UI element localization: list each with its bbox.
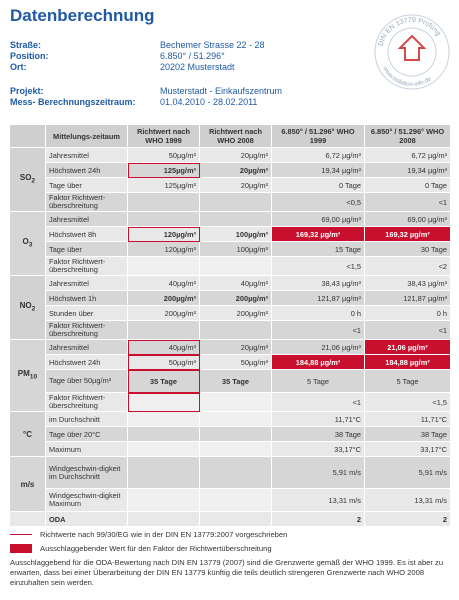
- oda-label: ODA: [46, 512, 128, 527]
- cell-value-who2008: 38 Tage: [365, 427, 451, 442]
- cell-who1999: 35 Tage: [128, 370, 200, 393]
- table-row: [10, 457, 451, 489]
- cell-who2008: [200, 442, 272, 457]
- cell-value-who1999: 21,06 µg/m³: [272, 340, 365, 355]
- row-label: Tage über: [46, 178, 128, 193]
- din-seal-icon: [372, 12, 452, 92]
- cell-who2008: 40µg/m³: [200, 276, 272, 291]
- table-row: [10, 306, 451, 321]
- table-row: [10, 340, 451, 355]
- cell-value-who1999: 0 Tage: [272, 178, 365, 193]
- cell-who2008: 20µg/m³: [200, 340, 272, 355]
- cell-who1999: 40µg/m³: [128, 340, 200, 355]
- group-pm10: $PM_{10}$: [10, 340, 46, 412]
- table-row: [10, 276, 451, 291]
- table-row: [10, 355, 451, 370]
- table-row: [10, 321, 451, 340]
- cell-who1999: 50µg/m³: [128, 355, 200, 370]
- meta-value-position: 6.850° / 51.296°: [160, 51, 225, 61]
- cell-value-who2008: 5 Tage: [365, 370, 451, 393]
- table-row: [10, 257, 451, 276]
- cell-who1999: 50µg/m³: [128, 148, 200, 163]
- row-label: Stunden über: [46, 306, 128, 321]
- svg-text:www.ostlation-info.de: [381, 65, 433, 88]
- cell-value-who1999: <1,5: [272, 257, 365, 276]
- table-header-row: [10, 125, 451, 148]
- table-row: [10, 148, 451, 163]
- cell-value-who1999: 15 Tage: [272, 242, 365, 257]
- cell-who2008: [200, 212, 272, 227]
- cell-value-who2008: 6,72 µg/m³: [365, 148, 451, 163]
- cell-value-who2008: 0 Tage: [365, 178, 451, 193]
- cell-value-who1999: 6,72 µg/m³: [272, 148, 365, 163]
- table-row: [10, 212, 451, 227]
- group-o3: $O_3$: [10, 212, 46, 276]
- cell-who2008: 20µg/m³: [200, 178, 272, 193]
- cell-who1999: [128, 393, 200, 412]
- cell-who1999: 40µg/m³: [128, 276, 200, 291]
- seal-url-text: www.ostlation-info.de: [381, 65, 433, 89]
- row-label: Höchstwert 24h: [46, 355, 128, 370]
- seal-top-text: DIN EN 13779 Prüfung: [377, 16, 442, 47]
- row-label: Jahresmittel: [46, 148, 128, 163]
- meta-label-city: Ort:: [10, 62, 27, 72]
- table-row: [10, 242, 451, 257]
- cell-value-who1999: 169,32 µg/m³: [272, 227, 365, 242]
- table-row: [10, 163, 451, 178]
- cell-value-who1999: 33,17°C: [272, 442, 365, 457]
- cell-value-who2008: <1: [365, 321, 451, 340]
- cell-value-who1999: 184,88 µg/m³: [272, 355, 365, 370]
- cell-value-who1999: 69,00 µg/m³: [272, 212, 365, 227]
- cell-value-who1999: 11,71°C: [272, 412, 365, 427]
- cell-who2008: [200, 412, 272, 427]
- group-no2: $NO_2$: [10, 276, 46, 340]
- oda-value-who1999: 2: [272, 512, 365, 527]
- row-label: Tage über 50µg/m³: [46, 370, 128, 393]
- cell-who1999: 120µg/m³: [128, 242, 200, 257]
- cell-who1999: [128, 489, 200, 512]
- table-row: [10, 489, 451, 512]
- oda-row: [10, 512, 451, 527]
- row-label: Jahresmittel: [46, 340, 128, 355]
- cell-value-who2008: 11,71°C: [365, 412, 451, 427]
- row-label: Jahresmittel: [46, 276, 128, 291]
- cell-who2008: 100µg/m³: [200, 227, 272, 242]
- meta-label-project: Projekt:: [10, 86, 44, 96]
- header-who1999: Richtwert nach WHO 1999: [128, 125, 200, 148]
- meta-label-position: Position:: [10, 51, 49, 61]
- row-label: Faktor Richtwert-überschreitung: [46, 193, 128, 212]
- cell-value-who1999: 13,31 m/s: [272, 489, 365, 512]
- cell-who1999: [128, 412, 200, 427]
- cell-value-who1999: 5 Tage: [272, 370, 365, 393]
- cell-who2008: [200, 393, 272, 412]
- row-label: Höchstwert 1h: [46, 291, 128, 306]
- cell-value-who2008: 21,06 µg/m³: [365, 340, 451, 355]
- row-label: Maximum: [46, 442, 128, 457]
- cell-value-who2008: <1: [365, 193, 451, 212]
- cell-value-who2008: 33,17°C: [365, 442, 451, 457]
- meta-label-period: Mess- Berechnungszeitraum:: [10, 97, 136, 107]
- legend-line-swatch: [10, 534, 32, 535]
- oda-empty-1999: [128, 512, 200, 527]
- cell-who1999: [128, 442, 200, 457]
- cell-value-who2008: 5,91 m/s: [365, 457, 451, 489]
- cell-value-who1999: 121,87 µg/m³: [272, 291, 365, 306]
- cell-who1999: 125µg/m³: [128, 178, 200, 193]
- table-row: [10, 412, 451, 427]
- group-wind: m/s: [10, 457, 46, 512]
- cell-who2008: [200, 427, 272, 442]
- table-row: [10, 178, 451, 193]
- cell-who1999: 200µg/m³: [128, 291, 200, 306]
- cell-who1999: 125µg/m³: [128, 163, 200, 178]
- cell-value-who2008: 30 Tage: [365, 242, 451, 257]
- cell-value-who1999: <1: [272, 393, 365, 412]
- cell-value-who2008: <2: [365, 257, 451, 276]
- legend-box-text: Ausschlaggebender Wert für den Faktor der Richtwertüberschreitung: [40, 544, 272, 553]
- row-label: Tage über 20°C: [46, 427, 128, 442]
- cell-who2008: 35 Tage: [200, 370, 272, 393]
- table-row: [10, 193, 451, 212]
- row-label: Windgeschwin-digkeit im Durchschnitt: [46, 457, 128, 489]
- row-label: Windgeschwin-digkeit Maximum: [46, 489, 128, 512]
- row-label: Faktor Richtwert-überschreitung: [46, 257, 128, 276]
- row-label: im Durchschnitt: [46, 412, 128, 427]
- table-row: [10, 393, 451, 412]
- cell-value-who1999: <0,5: [272, 193, 365, 212]
- header-value-who1999: 6.850° / 51.296° WHO 1999: [272, 125, 365, 148]
- cell-who2008: 50µg/m³: [200, 355, 272, 370]
- row-label: Faktor Richtwert-überschreitung: [46, 393, 128, 412]
- table-row: [10, 291, 451, 306]
- cell-who1999: [128, 212, 200, 227]
- header-period: Mittelungs-zeitaum: [46, 125, 128, 148]
- meta-value-city: 20202 Musterstadt: [160, 62, 235, 72]
- group-temperature: °C: [10, 412, 46, 457]
- row-label: Jahresmittel: [46, 212, 128, 227]
- cell-value-who2008: 184,88 µg/m³: [365, 355, 451, 370]
- row-label: Faktor Richtwert-überschreitung: [46, 321, 128, 340]
- row-label: Höchstwert 8h: [46, 227, 128, 242]
- cell-value-who2008: 69,00 µg/m³: [365, 212, 451, 227]
- table-row: [10, 370, 451, 393]
- cell-value-who2008: 169,32 µg/m³: [365, 227, 451, 242]
- table-row: [10, 427, 451, 442]
- group-so2: $SO_2$: [10, 148, 46, 212]
- cell-value-who1999: <1: [272, 321, 365, 340]
- cell-who1999: 120µg/m³: [128, 227, 200, 242]
- table-row: [10, 442, 451, 457]
- cell-who2008: [200, 257, 272, 276]
- cell-who2008: 200µg/m³: [200, 291, 272, 306]
- cell-who1999: [128, 193, 200, 212]
- table-row: [10, 227, 451, 242]
- legend-line-text: Richtwerte nach 99/30/EG wie in der DIN EN 13779:2007 vorgeschrieben: [40, 530, 288, 539]
- cell-value-who2008: 121,87 µg/m³: [365, 291, 451, 306]
- cell-who2008: [200, 193, 272, 212]
- cell-who1999: [128, 427, 200, 442]
- meta-value-period: 01.04.2010 - 28.02.2011: [160, 97, 258, 107]
- cell-value-who2008: 19,34 µg/m³: [365, 163, 451, 178]
- cell-who2008: [200, 457, 272, 489]
- cell-value-who1999: 19,34 µg/m³: [272, 163, 365, 178]
- cell-who1999: [128, 257, 200, 276]
- oda-empty-2008: [200, 512, 272, 527]
- cell-who2008: 20µg/m³: [200, 163, 272, 178]
- oda-value-who2008: 2: [365, 512, 451, 527]
- data-table: [9, 124, 451, 527]
- meta-label-street: Straße:: [10, 40, 42, 50]
- cell-who1999: [128, 321, 200, 340]
- cell-value-who1999: 38,43 µg/m³: [272, 276, 365, 291]
- header-value-who2008: 6.850° / 51.296° WHO 2008: [365, 125, 451, 148]
- cell-value-who1999: 5,91 m/s: [272, 457, 365, 489]
- cell-who2008: 20µg/m³: [200, 148, 272, 163]
- meta-value-project: Musterstadt - Einkaufszentrum: [160, 86, 283, 96]
- meta-value-street: Bechemer Strasse 22 - 28: [160, 40, 265, 50]
- cell-value-who2008: 0 h: [365, 306, 451, 321]
- cell-value-who2008: 38,43 µg/m³: [365, 276, 451, 291]
- page-title: Datenberechnung: [10, 6, 155, 25]
- cell-value-who1999: 38 Tage: [272, 427, 365, 442]
- cell-who2008: [200, 321, 272, 340]
- header-who2008: Richtwert nach WHO 2008: [200, 125, 272, 148]
- header-empty: [10, 125, 46, 148]
- cell-value-who1999: 0 h: [272, 306, 365, 321]
- oda-empty: [10, 512, 46, 527]
- cell-who2008: [200, 489, 272, 512]
- row-label: Tage über: [46, 242, 128, 257]
- cell-who1999: 200µg/m³: [128, 306, 200, 321]
- cell-value-who2008: <1,5: [365, 393, 451, 412]
- legend-box-swatch: [10, 544, 32, 553]
- row-label: Höchstwert 24h: [46, 163, 128, 178]
- cell-who2008: 200µg/m³: [200, 306, 272, 321]
- cell-who1999: [128, 457, 200, 489]
- cell-who2008: 100µg/m³: [200, 242, 272, 257]
- footnote: Ausschlaggebend für die ODA-Bewertung nach DIN EN 13779 (2007) sind die Grenzwerte gemäß der WHO 1999. Es ist aber zu erwarten, dass bei einer Überarbeitung der DIN EN 13779 künftig die teils deutlich strengeren Grenzwerte nach WHO 2008 einzuhalten sein werden.: [10, 558, 444, 587]
- cell-value-who2008: 13,31 m/s: [365, 489, 451, 512]
